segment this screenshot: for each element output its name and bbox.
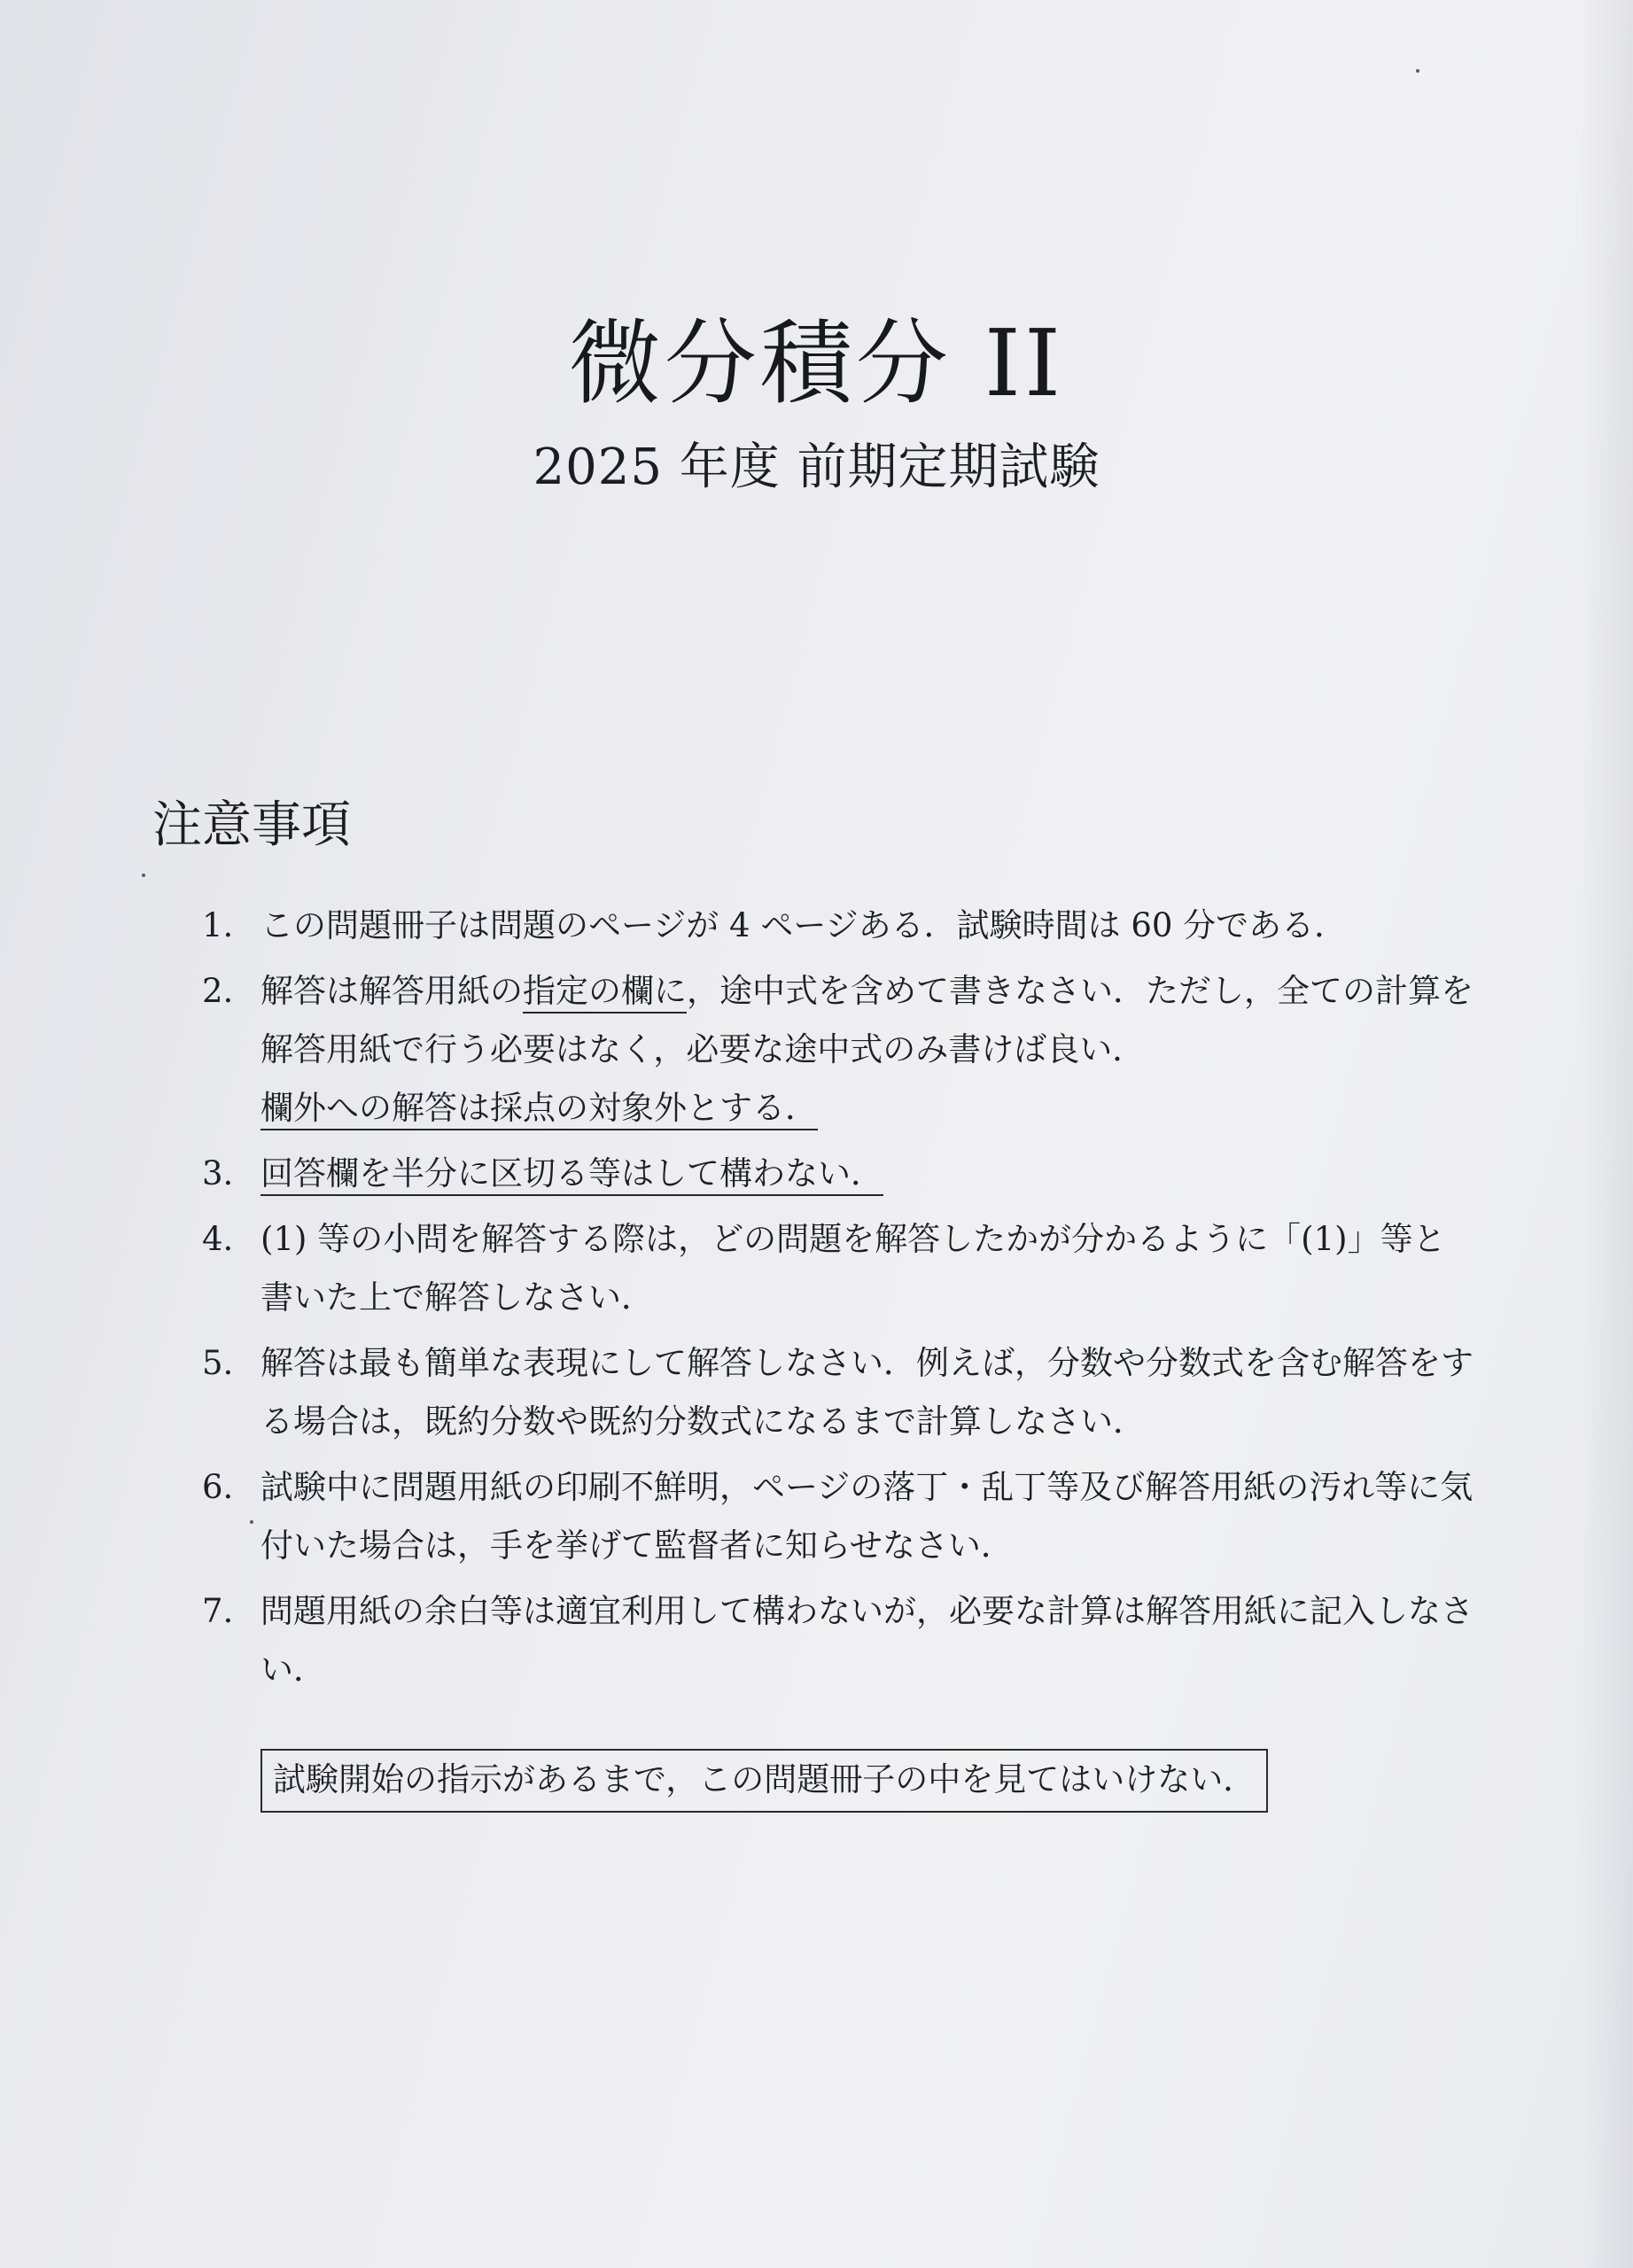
notice-item-5 xyxy=(202,1334,1478,1451)
notice-heading: 注意事項 xyxy=(152,796,351,854)
item-number: 7. xyxy=(202,1592,234,1630)
notice-item-3 xyxy=(202,1145,1478,1203)
notice-item-7 xyxy=(202,1582,1478,1699)
item-number: 2. xyxy=(202,972,234,1010)
notice-list xyxy=(202,897,1478,1706)
item-text xyxy=(261,1458,1478,1575)
notice-item-1 xyxy=(202,897,1478,955)
item-text xyxy=(261,1334,1478,1451)
paper-speck xyxy=(250,1520,253,1524)
item-text xyxy=(261,962,1478,1138)
item-text xyxy=(261,1582,1478,1699)
item-text-part: この問題冊子は問題のページが 4 ページある．試験時間は 60 分である． xyxy=(261,906,1348,944)
notice-item-6 xyxy=(202,1458,1478,1575)
paper-speck xyxy=(142,874,145,877)
underlined-text: 回答欄を半分に区切る等はして構わない． xyxy=(261,1154,883,1196)
item-number: 3. xyxy=(202,1154,234,1192)
item-text-part: ，途中式を含めて書きなさい．ただし，全ての計算を解答用紙で行う必要はなく，必要な途中式のみ書けば良い． xyxy=(261,972,1474,1068)
item-text xyxy=(261,1145,1478,1203)
item-text xyxy=(261,897,1478,955)
notice-item-2 xyxy=(202,962,1478,1138)
item-text-part: 解答は解答用紙の xyxy=(261,972,523,1010)
item-number: 6. xyxy=(202,1468,234,1506)
item-text-part: 解答は最も簡単な表現にして解答しなさい．例えば，分数や分数式を含む解答をする場合は，既約分数や既約分数式になるまで計算しなさい． xyxy=(261,1344,1474,1441)
item-text xyxy=(261,1210,1478,1327)
item-number: 4. xyxy=(202,1220,234,1258)
item-text-part: 試験中に問題用紙の印刷不鮮明，ページの落丁・乱丁等及び解答用紙の汚れ等に気付いた場合は，手を挙げて監督者に知らせなさい． xyxy=(261,1468,1474,1565)
underlined-text: 欄外への解答は採点の対象外とする． xyxy=(261,1089,818,1130)
item-text-part: 問題用紙の余白等は適宜利用して構わないが，必要な計算は解答用紙に記入しなさい． xyxy=(261,1592,1474,1689)
underlined-text: 指定の欄に xyxy=(523,972,687,1014)
boxed-warning-note: 試験開始の指示があるまで，この問題冊子の中を見てはいけない． xyxy=(261,1749,1268,1813)
exam-subtitle: 2025 年度 前期定期試験 xyxy=(533,439,1100,496)
item-text-part: (1) 等の小問を解答する際は，どの問題を解答したかが分かるように「(1)」等と書いた上で解答しなさい． xyxy=(261,1220,1446,1317)
paper-speck xyxy=(1416,69,1419,73)
exam-title: 微分積分 II xyxy=(568,309,1065,417)
notice-item-4 xyxy=(202,1210,1478,1327)
item-number: 5. xyxy=(202,1344,234,1382)
item-number: 1. xyxy=(202,906,234,944)
